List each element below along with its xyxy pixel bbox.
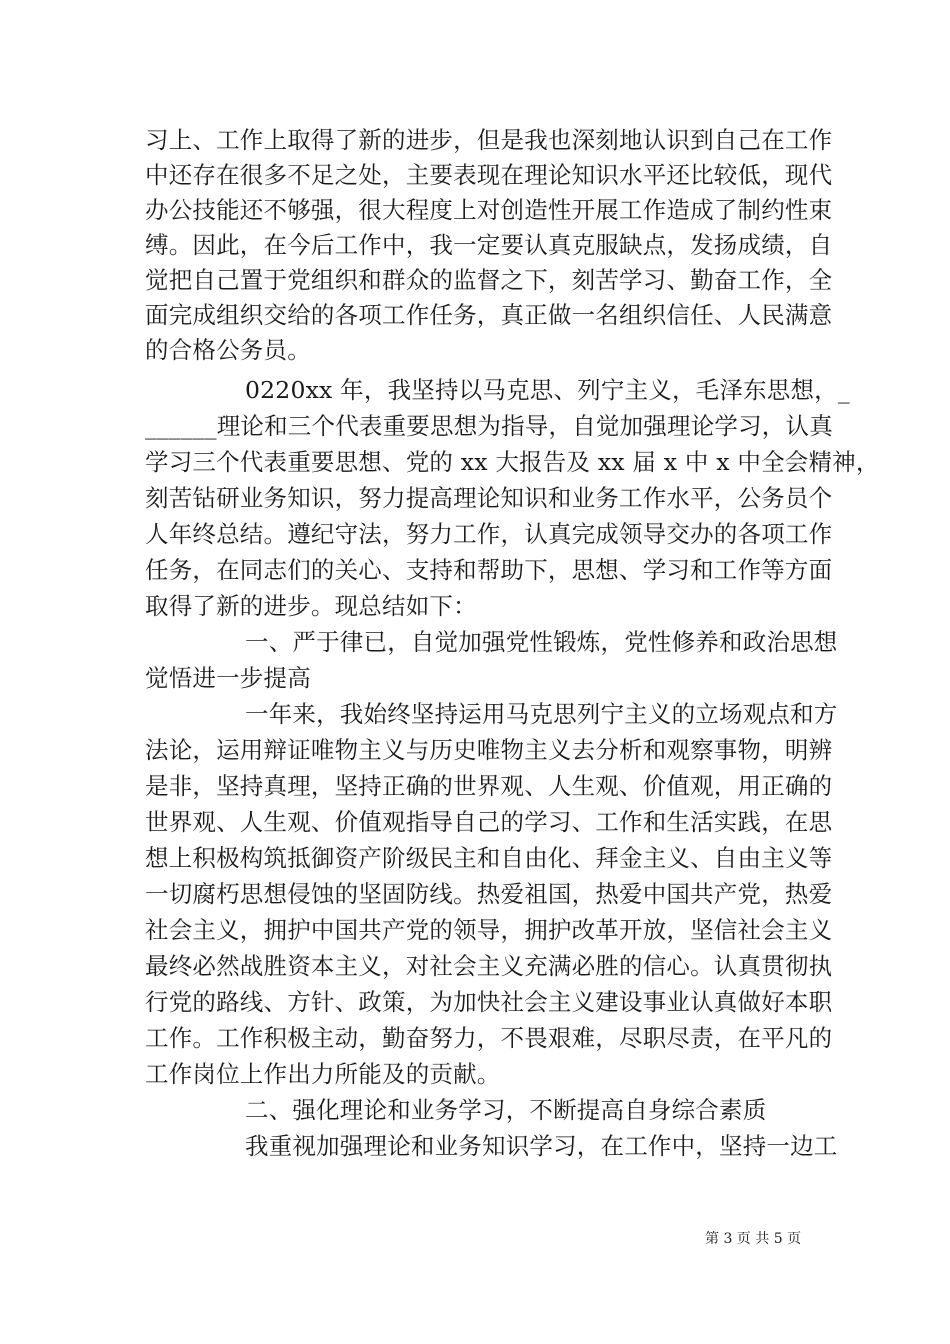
text-line: 最终必然战胜资本主义，对社会主义充满必胜的信心。认真贯彻执 (145, 952, 833, 980)
text-line: 办公技能还不够强，很大程度上对创造性开展工作造成了制约性束 (145, 196, 833, 224)
text-line: 任务，在同志们的关心、支持和帮助下，思想、学习和工作等方面 (145, 556, 833, 584)
text-line: 的合格公务员。 (145, 336, 311, 364)
text-line: 想上积极构筑抵御资产阶级民主和自由化、拜金主义、自由主义等 (145, 844, 833, 872)
text-line: 习上、工作上取得了新的进步，但是我也深刻地认识到自己在工作 (145, 126, 833, 154)
page-number-footer: 第 3 页 共 5 页 (705, 1231, 802, 1247)
paragraph-first-line: 我重视加强理论和业务知识学习，在工作中，坚持一边工 (245, 1132, 838, 1160)
text-line: 学习三个代表重要思想、党的 xx 大报告及 xx 届 x 中 x 中全会精神， (145, 448, 880, 476)
text-line: 缚。因此，在今后工作中，我一定要认真克服缺点，发扬成绩，自 (145, 231, 833, 259)
text-line: 面完成组织交给的各项工作任务，真正做一名组织信任、人民满意 (145, 301, 833, 329)
text-line: 工作岗位上作出力所能及的贡献。 (145, 1060, 501, 1088)
text-line: 人年终总结。遵纪守法，努力工作，认真完成领导交办的各项工作 (145, 520, 833, 548)
text-line: 一切腐朽思想侵蚀的坚固防线。热爱祖国，热爱中国共产党，热爱 (145, 880, 833, 908)
text-line: 是非，坚持真理，坚持正确的世界观、人生观、价值观，用正确的 (145, 772, 833, 800)
text-line: 法论，运用辩证唯物主义与历史唯物主义去分析和观察事物，明辨 (145, 736, 833, 764)
text-line: 觉把自己置于党组织和群众的监督之下，刻苦学习、勤奋工作，全 (145, 266, 833, 294)
text-line: 行党的路线、方针、政策，为加快社会主义建设事业认真做好本职 (145, 988, 833, 1016)
text-line: 中还存在很多不足之处，主要表现在理论知识水平还比较低，现代 (145, 161, 833, 189)
section-heading-2: 二、强化理论和业务学习，不断提高自身综合素质 (245, 1096, 767, 1124)
text-line: 工作。工作积极主动，勤奋努力，不畏艰难，尽职尽责，在平凡的 (145, 1024, 833, 1052)
paragraph-first-line: 一年来，我始终坚持运用马克思列宁主义的立场观点和方 (245, 700, 838, 728)
text-line: 世界观、人生观、价值观指导自己的学习、工作和生活实践，在思 (145, 808, 833, 836)
text-line: ______理论和三个代表重要思想为指导，自觉加强理论学习，认真 (145, 412, 833, 440)
paragraph-first-line: 0220xx 年，我坚持以马克思、列宁主义，毛泽东思想，_ (245, 376, 850, 404)
text-line: 社会主义，拥护中国共产党的领导，拥护改革开放，坚信社会主义 (145, 916, 833, 944)
section-heading-1: 一、严于律已，自觉加强党性锻炼，党性修养和政治思想 (245, 628, 838, 656)
section-heading-1-continued: 觉悟进一步提高 (145, 664, 311, 692)
text-line: 取得了新的进步。现总结如下： (145, 592, 477, 620)
text-line: 刻苦钻研业务知识，努力提高理论知识和业务工作水平，公务员个 (145, 484, 833, 512)
